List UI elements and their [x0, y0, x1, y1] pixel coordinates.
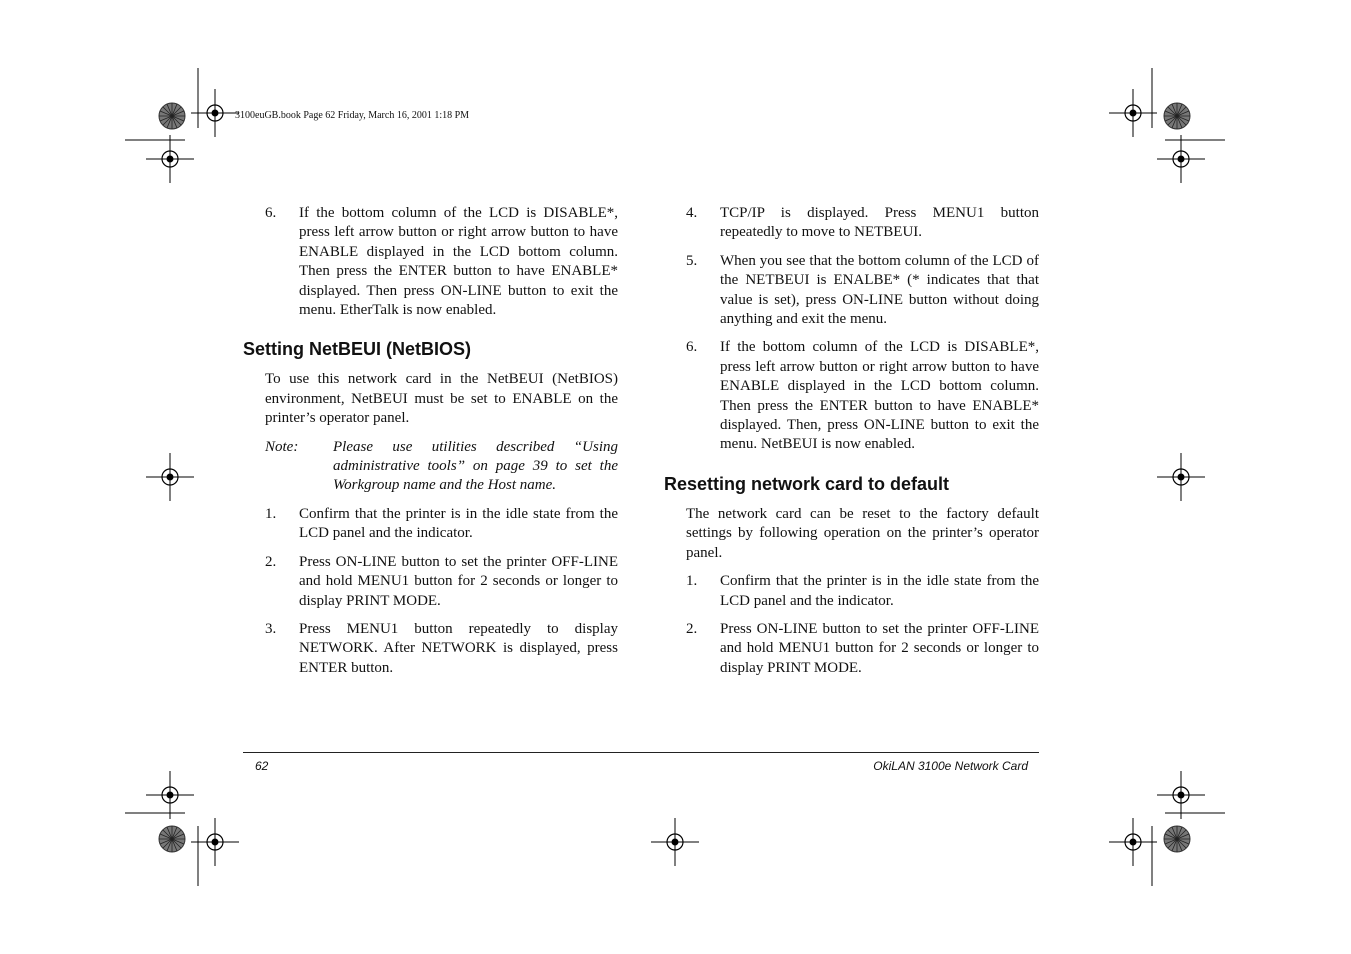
section-intro: The network card can be reset to the factory default settings by following operation on the printer’s operator panel. — [686, 505, 1039, 561]
color-target-icon — [159, 826, 185, 852]
color-target-icon — [1164, 103, 1190, 129]
list-text: If the bottom column of the LCD is DISABLE*, press left arrow button or right arrow button to have ENABLE displayed in the LCD bottom column. Then press the ENTER button to have ENABLE* displayed. Then press ON-LINE button to exit the menu. EtherTalk is now enabled. — [299, 205, 618, 319]
registration-mark-icon — [146, 771, 194, 819]
list-item — [686, 620, 1039, 678]
list-number: 1. — [686, 573, 698, 590]
registration-mark-icon — [146, 453, 194, 501]
page-number: 62 — [255, 759, 269, 773]
note-text: Please use utilities described “Using administrative tools” on page 39 to set the Workgroup name and the Host name. — [333, 438, 618, 494]
list-item — [265, 620, 618, 678]
list-number: 1. — [265, 505, 277, 522]
list-text: Press MENU1 button repeatedly to display NETWORK. After NETWORK is displayed, press ENTER button. — [299, 620, 618, 676]
color-target-icon — [159, 103, 185, 129]
list-text: Press ON-LINE button to set the printer OFF-LINE and hold MENU1 button for 2 seconds or longer to display PRINT MODE. — [299, 553, 618, 609]
list-text: When you see that the bottom column of the LCD of the NETBEUI is ENALBE* (* indicates that that value is set), press ON-LINE button without doing anything and exit the menu. — [720, 252, 1039, 328]
list-number: 5. — [686, 252, 698, 269]
color-target-icon — [1164, 826, 1190, 852]
registration-mark-icon — [1109, 818, 1157, 866]
footer-rule — [243, 752, 1039, 753]
registration-mark-icon — [1157, 771, 1205, 819]
list-item — [265, 505, 618, 544]
list-item — [686, 338, 1039, 454]
list-text: Confirm that the printer is in the idle state from the LCD panel and the indicator. — [720, 573, 1039, 609]
list-item — [686, 204, 1039, 243]
registration-mark-icon — [651, 818, 699, 866]
list-number: 6. — [686, 339, 698, 356]
list-item — [265, 553, 618, 611]
list-number: 3. — [265, 620, 277, 637]
list-number: 4. — [686, 205, 698, 221]
list-text: If the bottom column of the LCD is DISABLE*, press left arrow button or right arrow button to have ENABLE displayed in the LCD bottom column. Then press the ENTER button to have ENABLE* displayed. Then, press ON-LINE button to exit the menu. NetBEUI is now enabled. — [720, 339, 1039, 453]
list-item — [686, 252, 1039, 330]
section-heading: Resetting network card to default — [664, 473, 950, 494]
registration-mark-icon — [1109, 89, 1157, 137]
list-number: 2. — [265, 553, 277, 570]
right-column — [664, 204, 1039, 687]
registration-mark-icon — [1157, 453, 1205, 501]
list-item — [686, 572, 1039, 611]
footer-title: OkiLAN 3100e Network Card — [873, 759, 1028, 773]
registration-mark-icon — [146, 135, 194, 183]
registration-mark-icon — [1157, 135, 1205, 183]
left-column — [243, 204, 618, 687]
list-text: TCP/IP is displayed. Press MENU1 button repeatedly to move to NETBEUI. — [720, 205, 1039, 241]
list-number: 2. — [686, 620, 698, 637]
list-number: 6. — [265, 205, 277, 221]
file-slug: 3100euGB.book Page 62 Friday, March 16, 2001 1:18 PM — [235, 110, 470, 121]
list-item — [265, 204, 618, 320]
section-heading: Setting NetBEUI (NetBIOS) — [243, 339, 472, 360]
list-text: Press ON-LINE button to set the printer OFF-LINE and hold MENU1 button for 2 seconds or longer to display PRINT MODE. — [720, 620, 1039, 676]
note — [265, 438, 618, 496]
list-text: Confirm that the printer is in the idle state from the LCD panel and the indicator. — [299, 505, 618, 542]
note-label: Note: — [265, 438, 299, 455]
section-intro: To use this network card in the NetBEUI (NetBIOS) environment, NetBEUI must be set to ENABLE on the printer’s operator panel. — [265, 371, 618, 427]
